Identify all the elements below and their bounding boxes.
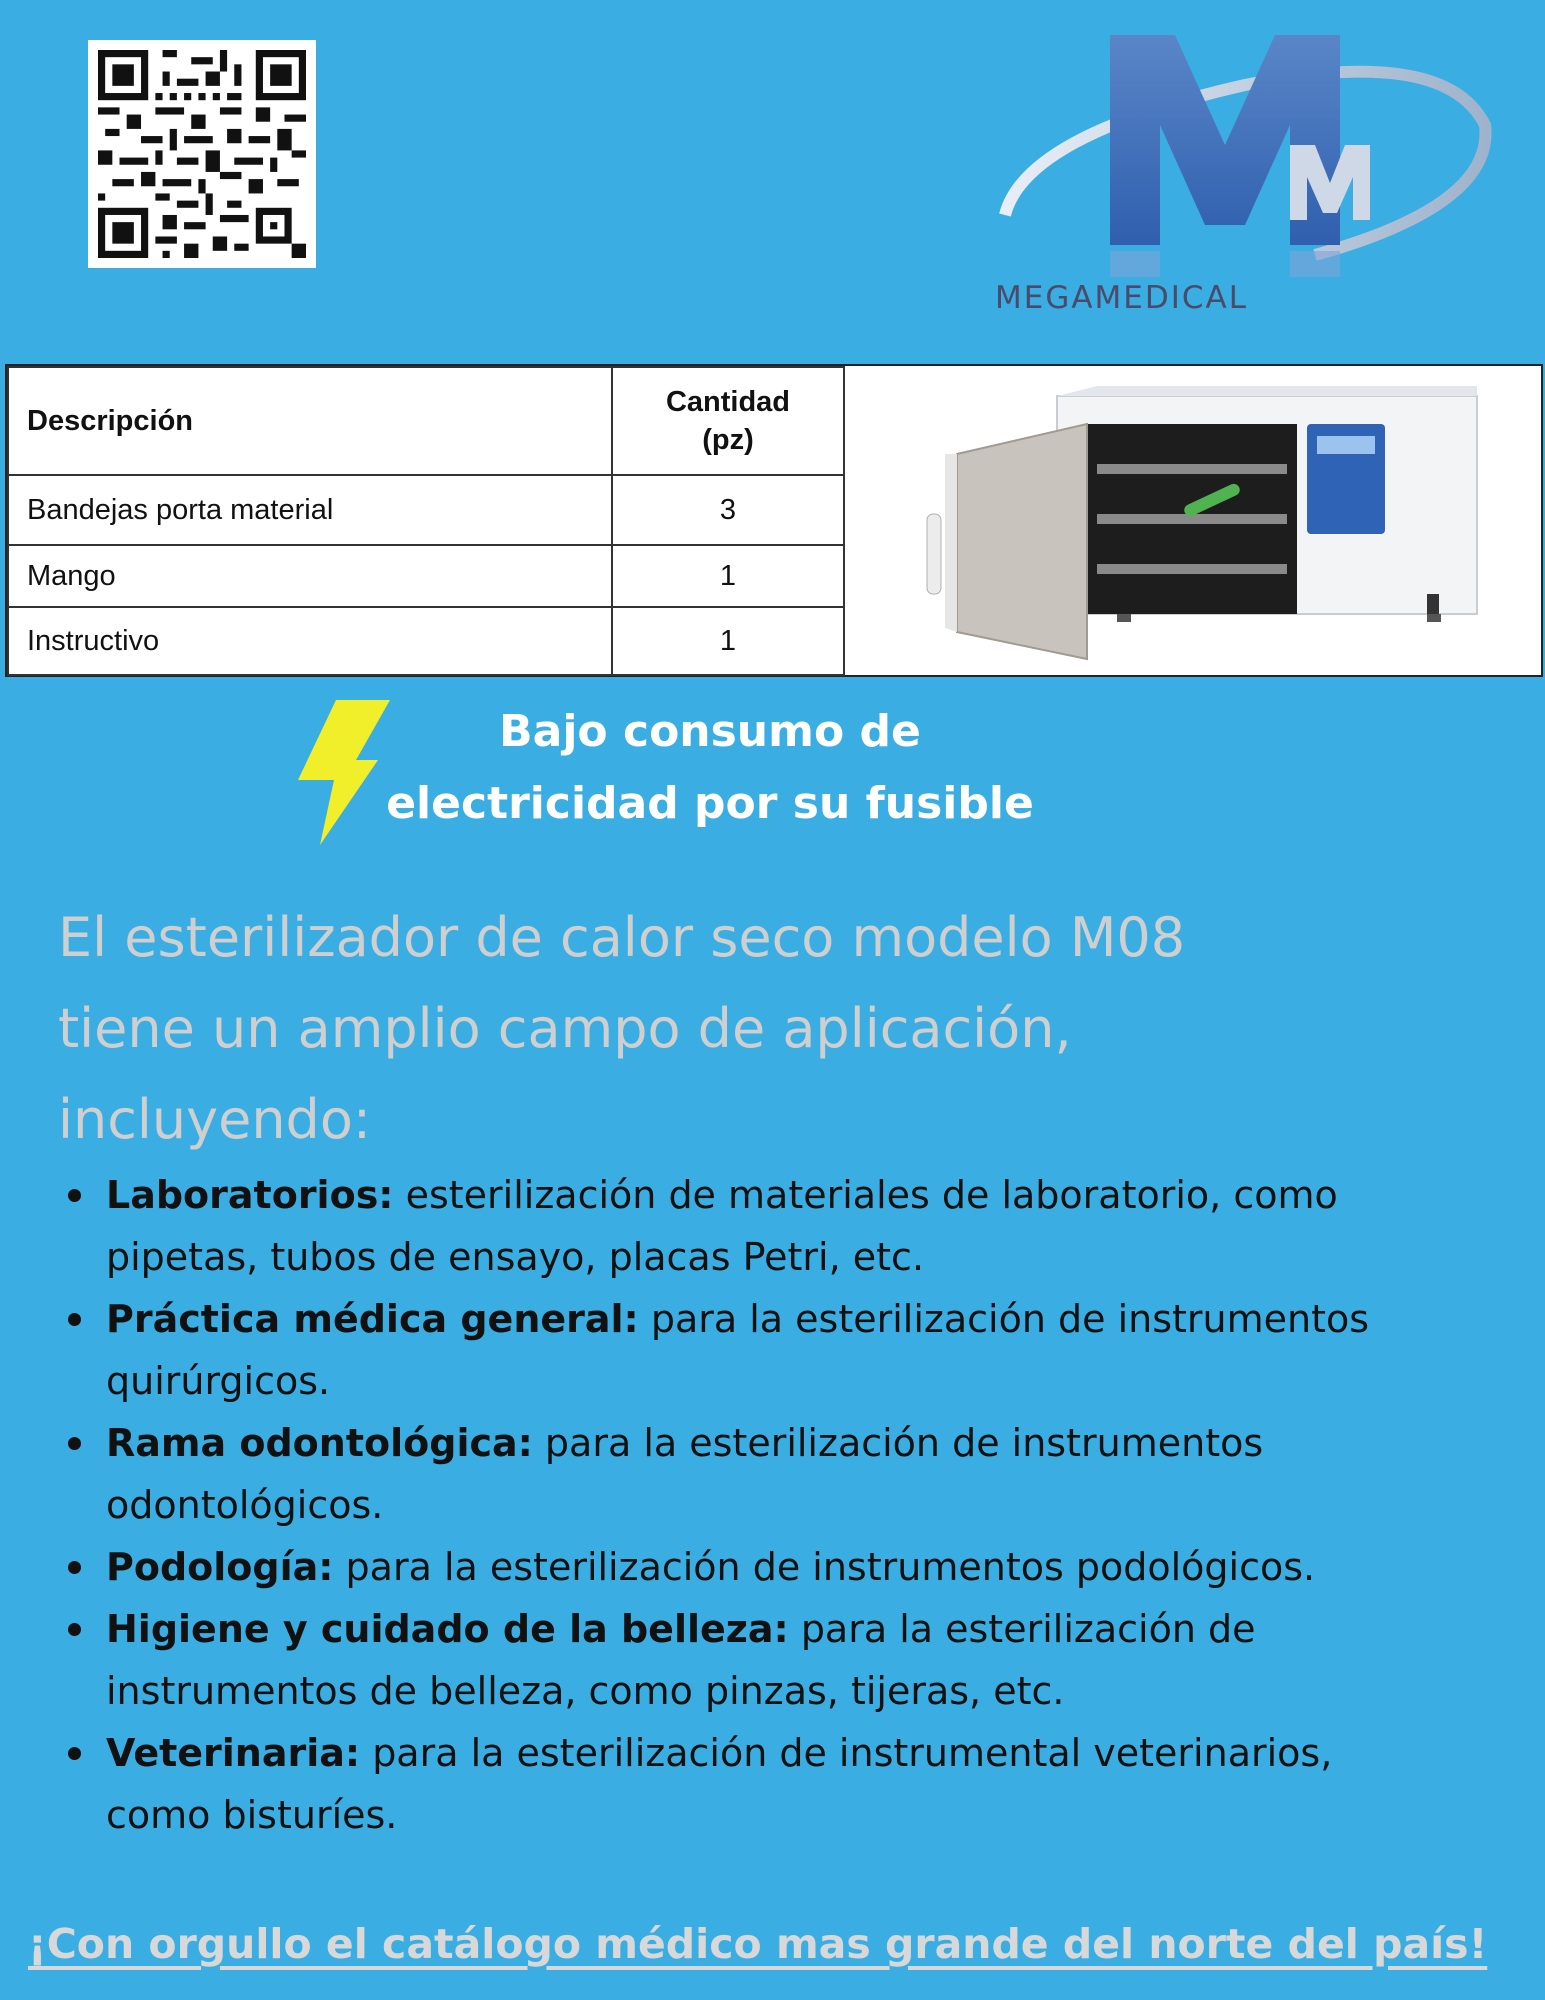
list-item (106, 1722, 1545, 1846)
intro-line-2: tiene un amplio campo de aplicación, (58, 997, 1072, 1060)
promo-text (380, 696, 1040, 840)
list-item (106, 1288, 1545, 1412)
contents-table (7, 366, 845, 676)
qr-code[interactable] (88, 40, 316, 268)
megamedical-logo (985, 15, 1495, 325)
table-row (8, 545, 844, 607)
item-text: para la esterilización de instrumental veterinarios, (360, 1731, 1333, 1775)
lightning-bolt-icon (298, 700, 390, 845)
promo-line-1: Bajo consumo de (499, 706, 921, 757)
item-title: Práctica médica general: (106, 1297, 639, 1341)
footer-tagline: ¡Con orgullo el catálogo médico mas grande del norte del país! (28, 1920, 1488, 1968)
list-item (106, 1412, 1545, 1536)
column-header-description: Descripción (8, 367, 612, 475)
quantity-header-line2: (pz) (702, 424, 754, 456)
item-text-continued: como bisturíes. (106, 1793, 398, 1837)
intro-line-3: incluyendo: (58, 1088, 372, 1151)
item-text: para la esterilización de instrumentos (638, 1297, 1370, 1341)
row-quantity: 1 (612, 607, 844, 675)
item-text: para la esterilización de instrumentos (532, 1421, 1264, 1465)
table-row (8, 475, 844, 545)
list-item (106, 1598, 1545, 1722)
list-item (106, 1164, 1545, 1288)
table-row (8, 607, 844, 675)
item-text-continued: odontológicos. (106, 1483, 384, 1527)
list-item (106, 1536, 1545, 1598)
item-title: Veterinaria: (106, 1731, 361, 1775)
promo-line-2: electricidad por su fusible (386, 778, 1034, 829)
row-quantity: 3 (612, 475, 844, 545)
column-header-quantity (612, 367, 844, 475)
row-quantity: 1 (612, 545, 844, 607)
applications-list (58, 1164, 1545, 1846)
item-text-continued: instrumentos de belleza, como pinzas, tijeras, etc. (106, 1669, 1065, 1713)
spec-panel (5, 364, 1543, 677)
item-title: Podología: (106, 1545, 334, 1589)
sterilizer-image (917, 384, 1487, 664)
brand-name: MEGAMEDICAL (995, 280, 1249, 316)
row-description: Mango (8, 545, 612, 607)
item-text-continued: pipetas, tubos de ensayo, placas Petri, etc. (106, 1235, 925, 1279)
quantity-header-line1: Cantidad (665, 386, 791, 418)
item-text: esterilización de materiales de laboratorio, como (393, 1173, 1338, 1217)
item-title: Rama odontológica: (106, 1421, 533, 1465)
item-title: Higiene y cuidado de la belleza: (106, 1607, 789, 1651)
qr-code-icon (98, 50, 306, 258)
row-description: Bandejas porta material (8, 475, 612, 545)
item-text: para la esterilización de instrumentos podológicos. (333, 1545, 1316, 1589)
item-title: Laboratorios: (106, 1173, 394, 1217)
row-description: Instructivo (8, 607, 612, 675)
intro-line-1: El esterilizador de calor seco modelo M08 (58, 906, 1186, 969)
intro-heading (58, 892, 1498, 1165)
item-text-continued: quirúrgicos. (106, 1359, 331, 1403)
item-text: para la esterilización de (788, 1607, 1256, 1651)
